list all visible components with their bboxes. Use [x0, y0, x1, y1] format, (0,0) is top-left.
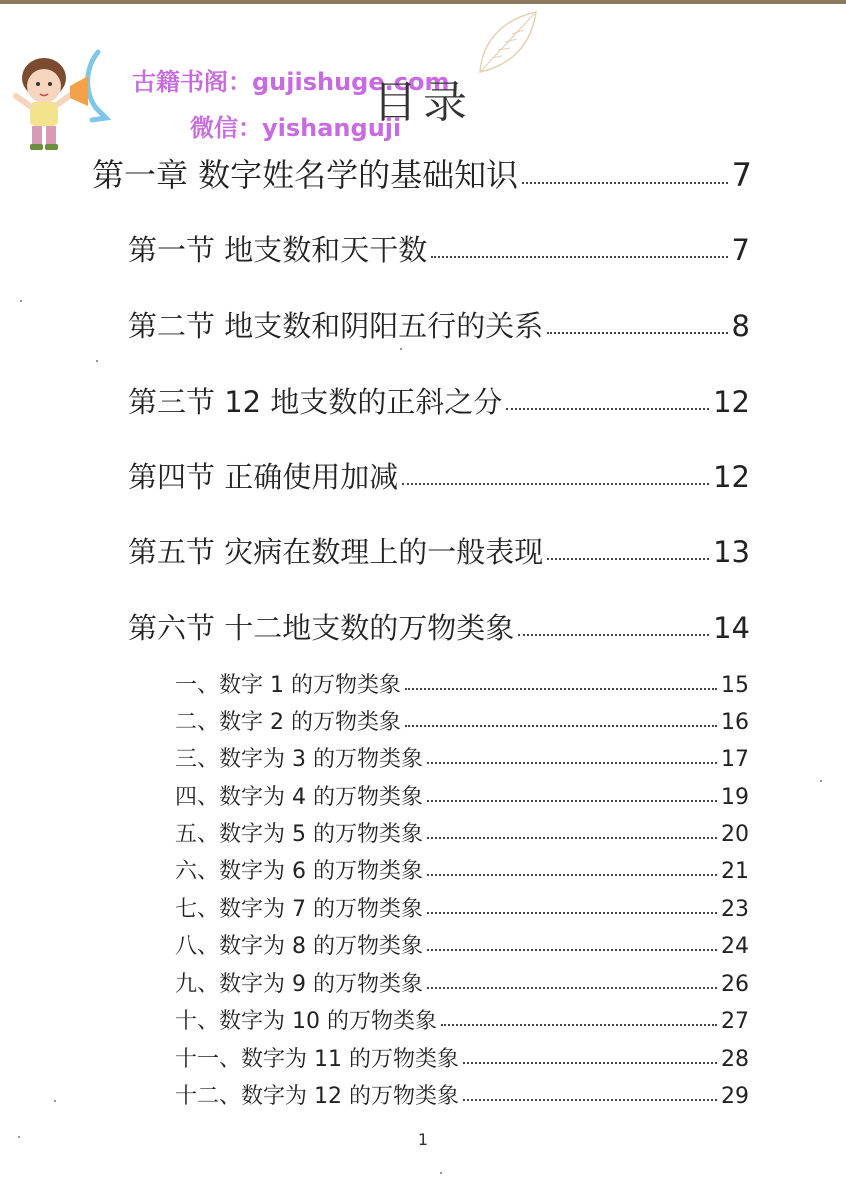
toc-label: 一、数字 1 的万物类象	[175, 673, 401, 698]
toc-entry-section-1[interactable]	[128, 228, 750, 269]
toc-entry-item-7[interactable]	[175, 892, 749, 923]
toc-page: 8	[731, 309, 750, 343]
toc-leader	[427, 938, 717, 951]
watermark-wechat: 微信：yishanguji	[190, 114, 402, 142]
scan-speck	[54, 1100, 56, 1102]
toc-page: 7	[731, 156, 752, 194]
toc-entry-section-4[interactable]	[128, 455, 750, 496]
toc-leader	[506, 394, 709, 411]
toc-label: 第六节 十二地支数的万物类象	[128, 611, 515, 645]
toc-page: 7	[731, 233, 750, 267]
toc-page: 12	[713, 385, 750, 419]
toc-entry-item-4[interactable]	[175, 780, 749, 811]
toc-leader	[441, 1013, 717, 1026]
toc-leader	[463, 1088, 717, 1101]
toc-leader	[427, 826, 717, 839]
toc-entry-item-9[interactable]	[175, 967, 749, 998]
toc-page: 23	[721, 897, 749, 922]
toc-label: 十一、数字为 11 的万物类象	[175, 1047, 459, 1072]
toc-leader	[522, 166, 727, 184]
toc-page: 26	[721, 972, 749, 997]
toc-page: 13	[713, 535, 750, 569]
toc-label: 三、数字为 3 的万物类象	[175, 747, 423, 772]
toc-label: 二、数字 2 的万物类象	[175, 710, 401, 735]
scan-speck	[96, 360, 98, 362]
toc-leader	[463, 1051, 717, 1064]
toc-label: 第一节 地支数和天干数	[128, 233, 428, 267]
toc-label: 第五节 灾病在数理上的一般表现	[128, 535, 544, 569]
watermark-site: 古籍书阁：gujishuge.com	[132, 68, 450, 96]
toc-page: 29	[721, 1084, 749, 1109]
toc-page: 21	[721, 859, 749, 884]
toc-entry-section-6[interactable]	[128, 606, 750, 647]
toc-page: 17	[721, 747, 749, 772]
toc-page: 24	[721, 934, 749, 959]
toc-page: 27	[721, 1009, 749, 1034]
toc-page: 14	[713, 611, 750, 645]
toc-leader	[402, 469, 709, 486]
toc-entry-item-8[interactable]	[175, 929, 749, 960]
toc-entry-section-5[interactable]	[128, 530, 750, 571]
toc-label: 十二、数字为 12 的万物类象	[175, 1084, 459, 1109]
toc-leader	[427, 789, 717, 802]
toc-label: 第三节 12 地支数的正斜之分	[128, 385, 503, 419]
toc-label: 六、数字为 6 的万物类象	[175, 859, 423, 884]
toc-entry-item-1[interactable]	[175, 668, 749, 699]
scan-speck	[18, 1136, 20, 1138]
toc-page: 19	[721, 785, 749, 810]
toc-label: 第四节 正确使用加减	[128, 460, 399, 494]
toc-leader	[427, 863, 717, 876]
toc-leader	[405, 677, 717, 690]
toc-entry-item-6[interactable]	[175, 854, 749, 885]
page-title: 目录	[373, 77, 473, 128]
toc-label: 五、数字为 5 的万物类象	[175, 822, 423, 847]
toc-leader	[427, 901, 717, 914]
toc-label: 四、数字为 4 的万物类象	[175, 785, 423, 810]
scan-speck	[820, 780, 822, 782]
toc-label: 七、数字为 7 的万物类象	[175, 897, 423, 922]
toc-entry-item-10[interactable]	[175, 1004, 749, 1035]
toc-leader	[547, 544, 709, 561]
toc-label: 十、数字为 10 的万物类象	[175, 1009, 437, 1034]
toc-entry-item-12[interactable]	[175, 1079, 749, 1110]
toc-page: 28	[721, 1047, 749, 1072]
toc-page: 16	[721, 710, 749, 735]
page-number: 1	[417, 1130, 429, 1149]
toc-label: 九、数字为 9 的万物类象	[175, 972, 423, 997]
toc-label: 八、数字为 8 的万物类象	[175, 934, 423, 959]
toc-page: 20	[721, 822, 749, 847]
toc-label: 第二节 地支数和阴阳五行的关系	[128, 309, 544, 343]
toc-entry-section-2[interactable]	[128, 304, 750, 345]
toc-entry-item-5[interactable]	[175, 817, 749, 848]
toc-entry-item-11[interactable]	[175, 1042, 749, 1073]
top-border	[0, 0, 846, 4]
toc-entry-item-3[interactable]	[175, 742, 749, 773]
toc-leader	[405, 714, 717, 727]
scan-speck	[440, 1172, 442, 1174]
toc-page: 12	[713, 460, 750, 494]
toc-page: 15	[721, 673, 749, 698]
toc-leader	[427, 751, 717, 764]
toc-entry-chapter-1[interactable]	[92, 150, 752, 196]
toc-label: 第一章 数字姓名学的基础知识	[92, 156, 519, 194]
toc-leader	[427, 976, 717, 989]
scan-speck	[400, 348, 402, 350]
toc-leader	[547, 318, 727, 335]
scan-speck	[20, 300, 22, 302]
toc-leader	[518, 620, 709, 637]
toc-entry-section-3[interactable]	[128, 380, 750, 421]
toc-entry-item-2[interactable]	[175, 705, 749, 736]
toc-leader	[431, 242, 727, 259]
